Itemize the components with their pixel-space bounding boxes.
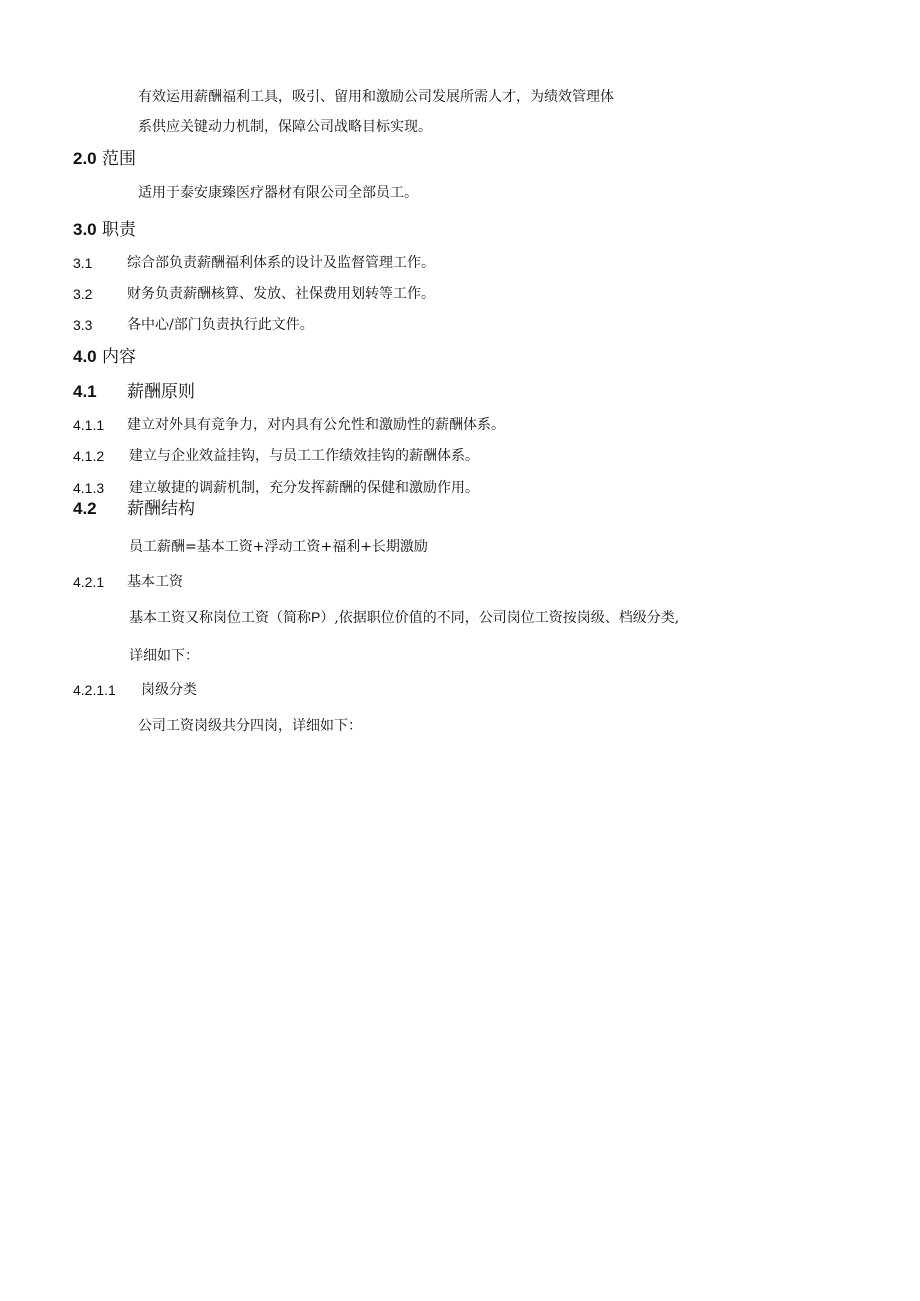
item-4-1-2-text: 建立与企业效益挂钩，与员工工作绩效挂钩的薪酬体系。 (129, 448, 479, 464)
section-4-1-number: 4.1 (73, 382, 97, 401)
section-3-title: 职责 (102, 220, 137, 240)
section-4-title: 内容 (102, 347, 137, 367)
base-salary-body-line-1 (129, 607, 679, 628)
section-4-2-1-title: 基本工资 (127, 574, 183, 590)
section-3-heading (73, 219, 136, 241)
item-3-3-text: 各中心/部门负责执行此文件。 (127, 317, 314, 333)
section-4-2-number: 4.2 (73, 499, 97, 518)
section-4-number: 4.0 (73, 347, 97, 366)
item-3-2-number: 3.2 (73, 286, 93, 302)
grade-classification-body: 公司工资岗级共分四岗，详细如下： (138, 718, 362, 734)
item-4-1-1-number: 4.1.1 (73, 417, 105, 433)
item-3-2-text: 财务负责薪酬核算、发放、社保费用划转等工作。 (127, 286, 435, 302)
salary-formula: 员工薪酬=基本工资+浮动工资+福利+长期激励 (129, 539, 428, 555)
section-4-2-title: 薪酬结构 (127, 499, 195, 519)
base-salary-body-p: P (311, 609, 321, 625)
item-3-1-number: 3.1 (73, 255, 93, 271)
section-4-1-title: 薪酬原则 (127, 382, 195, 402)
base-salary-body-line-2: 详细如下： (129, 648, 199, 664)
section-2-title: 范围 (102, 149, 137, 169)
item-3-1-text: 综合部负责薪酬福利体系的设计及监督管理工作。 (127, 255, 435, 271)
section-2-number: 2.0 (73, 149, 97, 168)
item-4-1-3-number: 4.1.3 (73, 480, 105, 496)
base-salary-body-part-b: ）,依据职位价值的不同，公司岗位工资按岗级、档级分类, (320, 610, 680, 626)
section-4-2-1-number: 4.2.1 (73, 574, 105, 590)
section-4-heading (73, 346, 136, 368)
section-4-2-1-1-title: 岗级分类 (141, 682, 197, 698)
section-2-body: 适用于泰安康臻医疗器材有限公司全部员工。 (138, 185, 418, 201)
item-4-1-3-text: 建立敏捷的调薪机制，充分发挥薪酬的保健和激励作用。 (129, 480, 479, 496)
section-2-heading (73, 148, 136, 170)
intro-line-2: 系供应关键动力机制，保障公司战略目标实现。 (138, 119, 432, 135)
base-salary-body-part-a: 基本工资又称岗位工资（简称 (129, 610, 311, 626)
item-4-1-2-number: 4.1.2 (73, 448, 105, 464)
section-3-number: 3.0 (73, 220, 97, 239)
item-3-3-number: 3.3 (73, 317, 93, 333)
intro-line-1: 有效运用薪酬福利工具，吸引、留用和激励公司发展所需人才，为绩效管理体 (138, 89, 614, 105)
section-4-2-1-1-number: 4.2.1.1 (73, 682, 116, 698)
item-4-1-1-text: 建立对外具有竞争力，对内具有公允性和激励性的薪酬体系。 (127, 417, 505, 433)
